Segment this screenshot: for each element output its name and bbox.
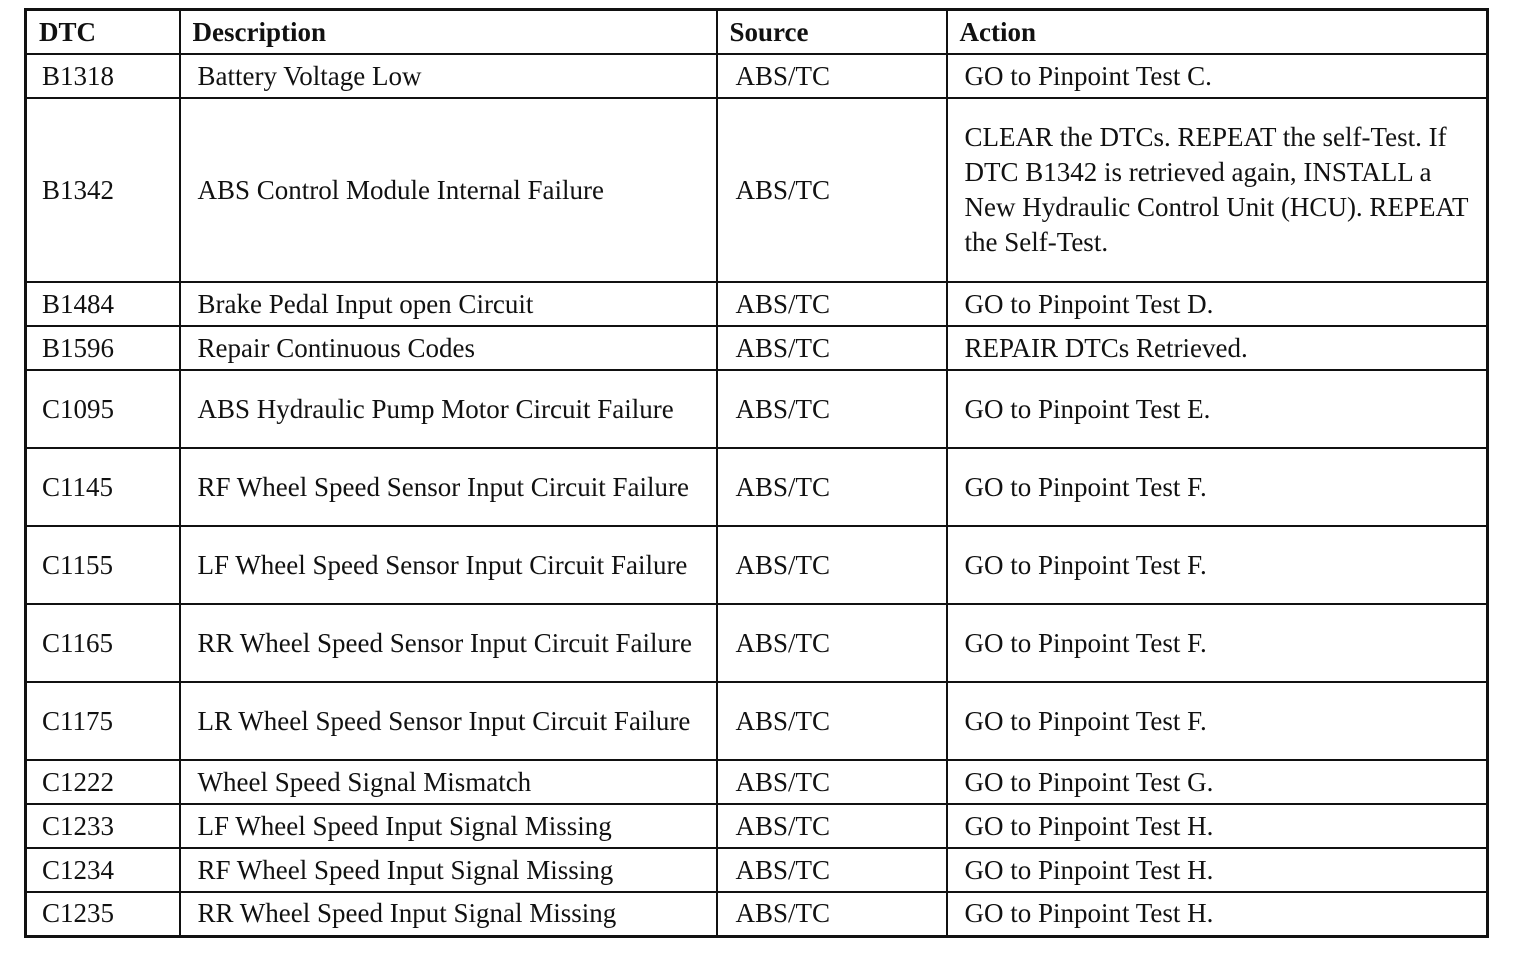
- dtc-description: LF Wheel Speed Input Signal Missing: [180, 804, 717, 848]
- table-row: [26, 54, 1488, 98]
- dtc-code: C1095: [26, 370, 180, 448]
- dtc-description: Repair Continuous Codes: [180, 326, 717, 370]
- dtc-code: B1596: [26, 326, 180, 370]
- table-row: [26, 370, 1488, 448]
- dtc-source: ABS/TC: [717, 892, 947, 936]
- dtc-code: C1235: [26, 892, 180, 936]
- dtc-code: C1234: [26, 848, 180, 892]
- dtc-action: GO to Pinpoint Test F.: [947, 682, 1488, 760]
- dtc-action: CLEAR the DTCs. REPEAT the self-Test. If DTC B1342 is retrieved again, INSTALL a New Hydraulic Control Unit (HCU). REPEAT the Self-Test.: [947, 98, 1488, 282]
- table-row: [26, 326, 1488, 370]
- table-header-row: [26, 10, 1488, 55]
- table-row: [26, 848, 1488, 892]
- dtc-source: ABS/TC: [717, 54, 947, 98]
- dtc-code: B1342: [26, 98, 180, 282]
- dtc-description: ABS Hydraulic Pump Motor Circuit Failure: [180, 370, 717, 448]
- dtc-description: Brake Pedal Input open Circuit: [180, 282, 717, 326]
- table-row: [26, 682, 1488, 760]
- dtc-description: RF Wheel Speed Input Signal Missing: [180, 848, 717, 892]
- dtc-code: C1175: [26, 682, 180, 760]
- table-row: [26, 804, 1488, 848]
- dtc-description: LF Wheel Speed Sensor Input Circuit Failure: [180, 526, 717, 604]
- dtc-action: GO to Pinpoint Test G.: [947, 760, 1488, 804]
- dtc-action: GO to Pinpoint Test C.: [947, 54, 1488, 98]
- dtc-description: RR Wheel Speed Sensor Input Circuit Failure: [180, 604, 717, 682]
- table-row: [26, 526, 1488, 604]
- dtc-code: C1233: [26, 804, 180, 848]
- table-row: [26, 98, 1488, 282]
- dtc-source: ABS/TC: [717, 604, 947, 682]
- dtc-source: ABS/TC: [717, 448, 947, 526]
- dtc-code: C1165: [26, 604, 180, 682]
- dtc-source: ABS/TC: [717, 282, 947, 326]
- dtc-source: ABS/TC: [717, 326, 947, 370]
- dtc-description: ABS Control Module Internal Failure: [180, 98, 717, 282]
- dtc-action: GO to Pinpoint Test H.: [947, 892, 1488, 936]
- dtc-source: ABS/TC: [717, 848, 947, 892]
- dtc-action: GO to Pinpoint Test H.: [947, 848, 1488, 892]
- dtc-description: Battery Voltage Low: [180, 54, 717, 98]
- dtc-table: [24, 8, 1489, 938]
- dtc-description: LR Wheel Speed Sensor Input Circuit Failure: [180, 682, 717, 760]
- header-description: Description: [180, 10, 717, 55]
- dtc-action: GO to Pinpoint Test H.: [947, 804, 1488, 848]
- dtc-source: ABS/TC: [717, 98, 947, 282]
- dtc-code: B1318: [26, 54, 180, 98]
- dtc-action: GO to Pinpoint Test D.: [947, 282, 1488, 326]
- dtc-action: GO to Pinpoint Test E.: [947, 370, 1488, 448]
- dtc-code: C1145: [26, 448, 180, 526]
- table-row: [26, 448, 1488, 526]
- dtc-description: RF Wheel Speed Sensor Input Circuit Failure: [180, 448, 717, 526]
- dtc-code: C1222: [26, 760, 180, 804]
- dtc-description: RR Wheel Speed Input Signal Missing: [180, 892, 717, 936]
- dtc-source: ABS/TC: [717, 526, 947, 604]
- dtc-code: C1155: [26, 526, 180, 604]
- dtc-action: GO to Pinpoint Test F.: [947, 604, 1488, 682]
- dtc-source: ABS/TC: [717, 370, 947, 448]
- header-source: Source: [717, 10, 947, 55]
- dtc-description: Wheel Speed Signal Mismatch: [180, 760, 717, 804]
- dtc-source: ABS/TC: [717, 760, 947, 804]
- dtc-code: B1484: [26, 282, 180, 326]
- table-row: [26, 604, 1488, 682]
- table-row: [26, 282, 1488, 326]
- dtc-source: ABS/TC: [717, 804, 947, 848]
- header-dtc: DTC: [26, 10, 180, 55]
- header-action: Action: [947, 10, 1488, 55]
- dtc-action: REPAIR DTCs Retrieved.: [947, 326, 1488, 370]
- dtc-action: GO to Pinpoint Test F.: [947, 526, 1488, 604]
- table-row: [26, 760, 1488, 804]
- table-row: [26, 892, 1488, 936]
- dtc-source: ABS/TC: [717, 682, 947, 760]
- dtc-action: GO to Pinpoint Test F.: [947, 448, 1488, 526]
